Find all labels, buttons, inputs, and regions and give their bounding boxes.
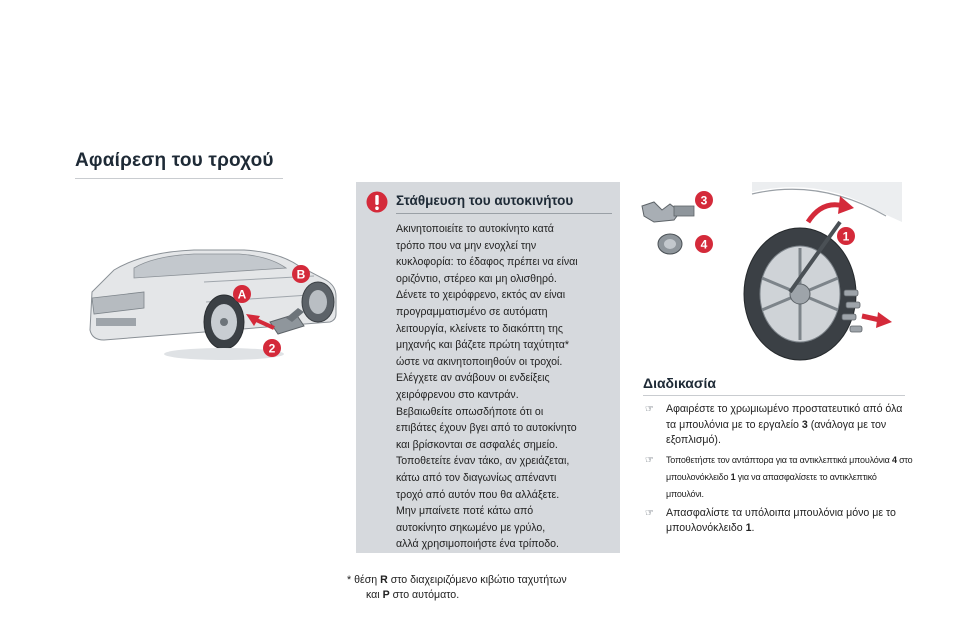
svg-text:B: B xyxy=(296,267,306,282)
parking-warning-box xyxy=(356,182,620,553)
step-2-text-b: στο μπουλονόκλειδο xyxy=(666,454,913,482)
arrow-bullet-icon: ☞ xyxy=(645,507,654,519)
callout-4 xyxy=(695,235,713,253)
exclamation-icon xyxy=(366,191,388,213)
arrow-bullet-icon: ☞ xyxy=(645,454,654,466)
step-2-text-c: για να απασφαλίσετε το αντικλεπτικό μπουλόνι. xyxy=(666,471,877,499)
callout-1 xyxy=(837,227,855,245)
step-2-text-a: Τοποθετήστε τον αντάπτορα για τα αντικλεπτικά μπουλόνια xyxy=(666,454,890,465)
callout-3 xyxy=(695,191,713,209)
list-item xyxy=(645,402,915,449)
footnote-bold-r: R xyxy=(380,574,388,586)
svg-text:2: 2 xyxy=(268,341,276,356)
footnote xyxy=(347,573,637,603)
list-item xyxy=(645,506,915,537)
warning-title: Στάθμευση του αυτοκινήτου xyxy=(396,193,574,208)
footnote-text-2: στο διαχειριζόμενο κιβώτιο ταχυτήτων xyxy=(390,574,567,586)
footnote-text-4: στο αυτόματο. xyxy=(392,589,460,601)
step-2-bold-4: 4 xyxy=(891,454,897,465)
procedure-steps xyxy=(645,402,915,540)
step-1-bold: 3 xyxy=(801,418,808,431)
arrow-bullet-icon: ☞ xyxy=(645,404,654,415)
page-title: Αφαίρεση του τροχού xyxy=(75,150,274,171)
step-3-bold: 1 xyxy=(745,522,752,534)
svg-text:3: 3 xyxy=(700,193,708,208)
step-3-after: . xyxy=(751,522,755,534)
step-2-bold-1: 1 xyxy=(730,471,736,482)
wheel-removal-illustration xyxy=(640,182,902,362)
svg-text:A: A xyxy=(237,287,247,302)
callout-a xyxy=(233,285,251,303)
footnote-text-1: θέση xyxy=(354,574,378,586)
footnote-bold-p: P xyxy=(382,589,390,601)
procedure-title: Διαδικασία xyxy=(643,375,716,391)
car-jack-illustration xyxy=(74,222,342,392)
callout-b xyxy=(292,265,310,283)
callout-2 xyxy=(263,339,281,357)
footnote-text-3: και xyxy=(366,589,380,601)
step-3-text: Απασφαλίστε τα υπόλοιπα μπουλόνια μόνο με το μπουλονόκλειδο xyxy=(666,506,896,534)
warning-title-underline xyxy=(396,213,612,214)
svg-text:4: 4 xyxy=(700,237,708,252)
procedure-title-underline xyxy=(643,395,905,396)
step-1-text: Αφαιρέστε το χρωμιωμένο προστατευτικό από όλα τα μπουλόνια με το εργαλείο xyxy=(666,403,903,431)
warning-text: Ακινητοποιείτε το αυτοκίνητο κατά τρόπο που να μην ενοχλεί την κυκλοφορία: το έδαφος πρέπει να είναι οριζόντιο, στέρεο και μη ολισθηρό. Δένετε το χειρόφρενο, εκτός αν είναι προγραμματισμένο σε αυτόματη λειτουργία, κλείνετε το διακόπτη της μηχανής και βάζετε πρώτη ταχύτητα* ώστε να ακινητοποιηθούν οι τροχοί. Ελέγχετε αν ανάβουν οι ενδείξεις χειρόφρενου στο καντράν. Βεβαιωθείτε οπωσδήποτε ότι οι επιβάτες έχουν βγει από το αυτοκίνητο και βρίσκονται σε ασφαλές σημείο. Τοποθετείτε έναν τάκο, αν χρειάζεται, κάτω από τον διαγωνίως απέναντι τροχό από αυτόν που θα αλλάξετε. Μην μπαίνετε ποτέ κάτω από αυτοκίνητο σηκωμένο με γρύλο, αλλά χρησιμοποιήστε ένα τρίποδο. xyxy=(396,223,578,551)
step-1-after: (ανάλογα με τον εξοπλισμό). xyxy=(666,418,887,446)
svg-text:1: 1 xyxy=(842,229,850,244)
title-underline xyxy=(75,178,283,179)
footnote-star: * xyxy=(347,574,352,586)
list-item xyxy=(645,452,915,503)
